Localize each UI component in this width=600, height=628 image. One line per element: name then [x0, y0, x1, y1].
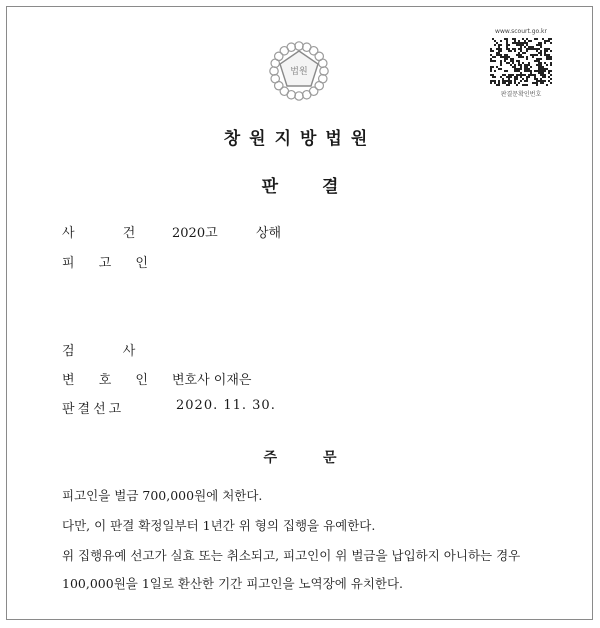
- ruling-line: 100,000원을 1일로 환산한 기간 피고인을 노역장에 유치한다.: [62, 576, 404, 591]
- ruling-line: 위 집행유예 선고가 실효 또는 취소되고, 피고인이 위 벌금을 납입하지 아니하는 경우: [62, 548, 521, 563]
- sentencing-date-label: 판결선고: [62, 402, 125, 417]
- section-title-ruling: 주문: [263, 450, 383, 466]
- counsel-label: 변 호 인: [62, 373, 158, 388]
- defendant-label: 피 고 인: [62, 256, 158, 271]
- seal-label: 법원: [290, 67, 308, 77]
- prosecutor-label: 검 사: [62, 344, 158, 359]
- document-type: 판결: [261, 177, 383, 197]
- court-seal-icon: [268, 40, 330, 102]
- qr-caption: 판결문확인번호: [500, 91, 542, 98]
- ruling-line: 피고인을 벌금 700,000원에 처한다.: [62, 488, 263, 503]
- qr-code-icon: [490, 38, 552, 86]
- court-name: 창원지방법원: [223, 129, 377, 149]
- counsel-value: 변호사 이재은: [172, 373, 252, 388]
- qr-url: www.scourt.go.kr: [495, 28, 547, 35]
- case-number: 2020고: [172, 226, 218, 241]
- case-name: 상해: [256, 226, 282, 241]
- ruling-line: 다만, 이 판결 확정일부터 1년간 위 형의 집행을 유예한다.: [62, 518, 376, 533]
- case-label: 사 건: [62, 226, 158, 241]
- sentencing-date-value: 2020. 11. 30.: [176, 398, 276, 413]
